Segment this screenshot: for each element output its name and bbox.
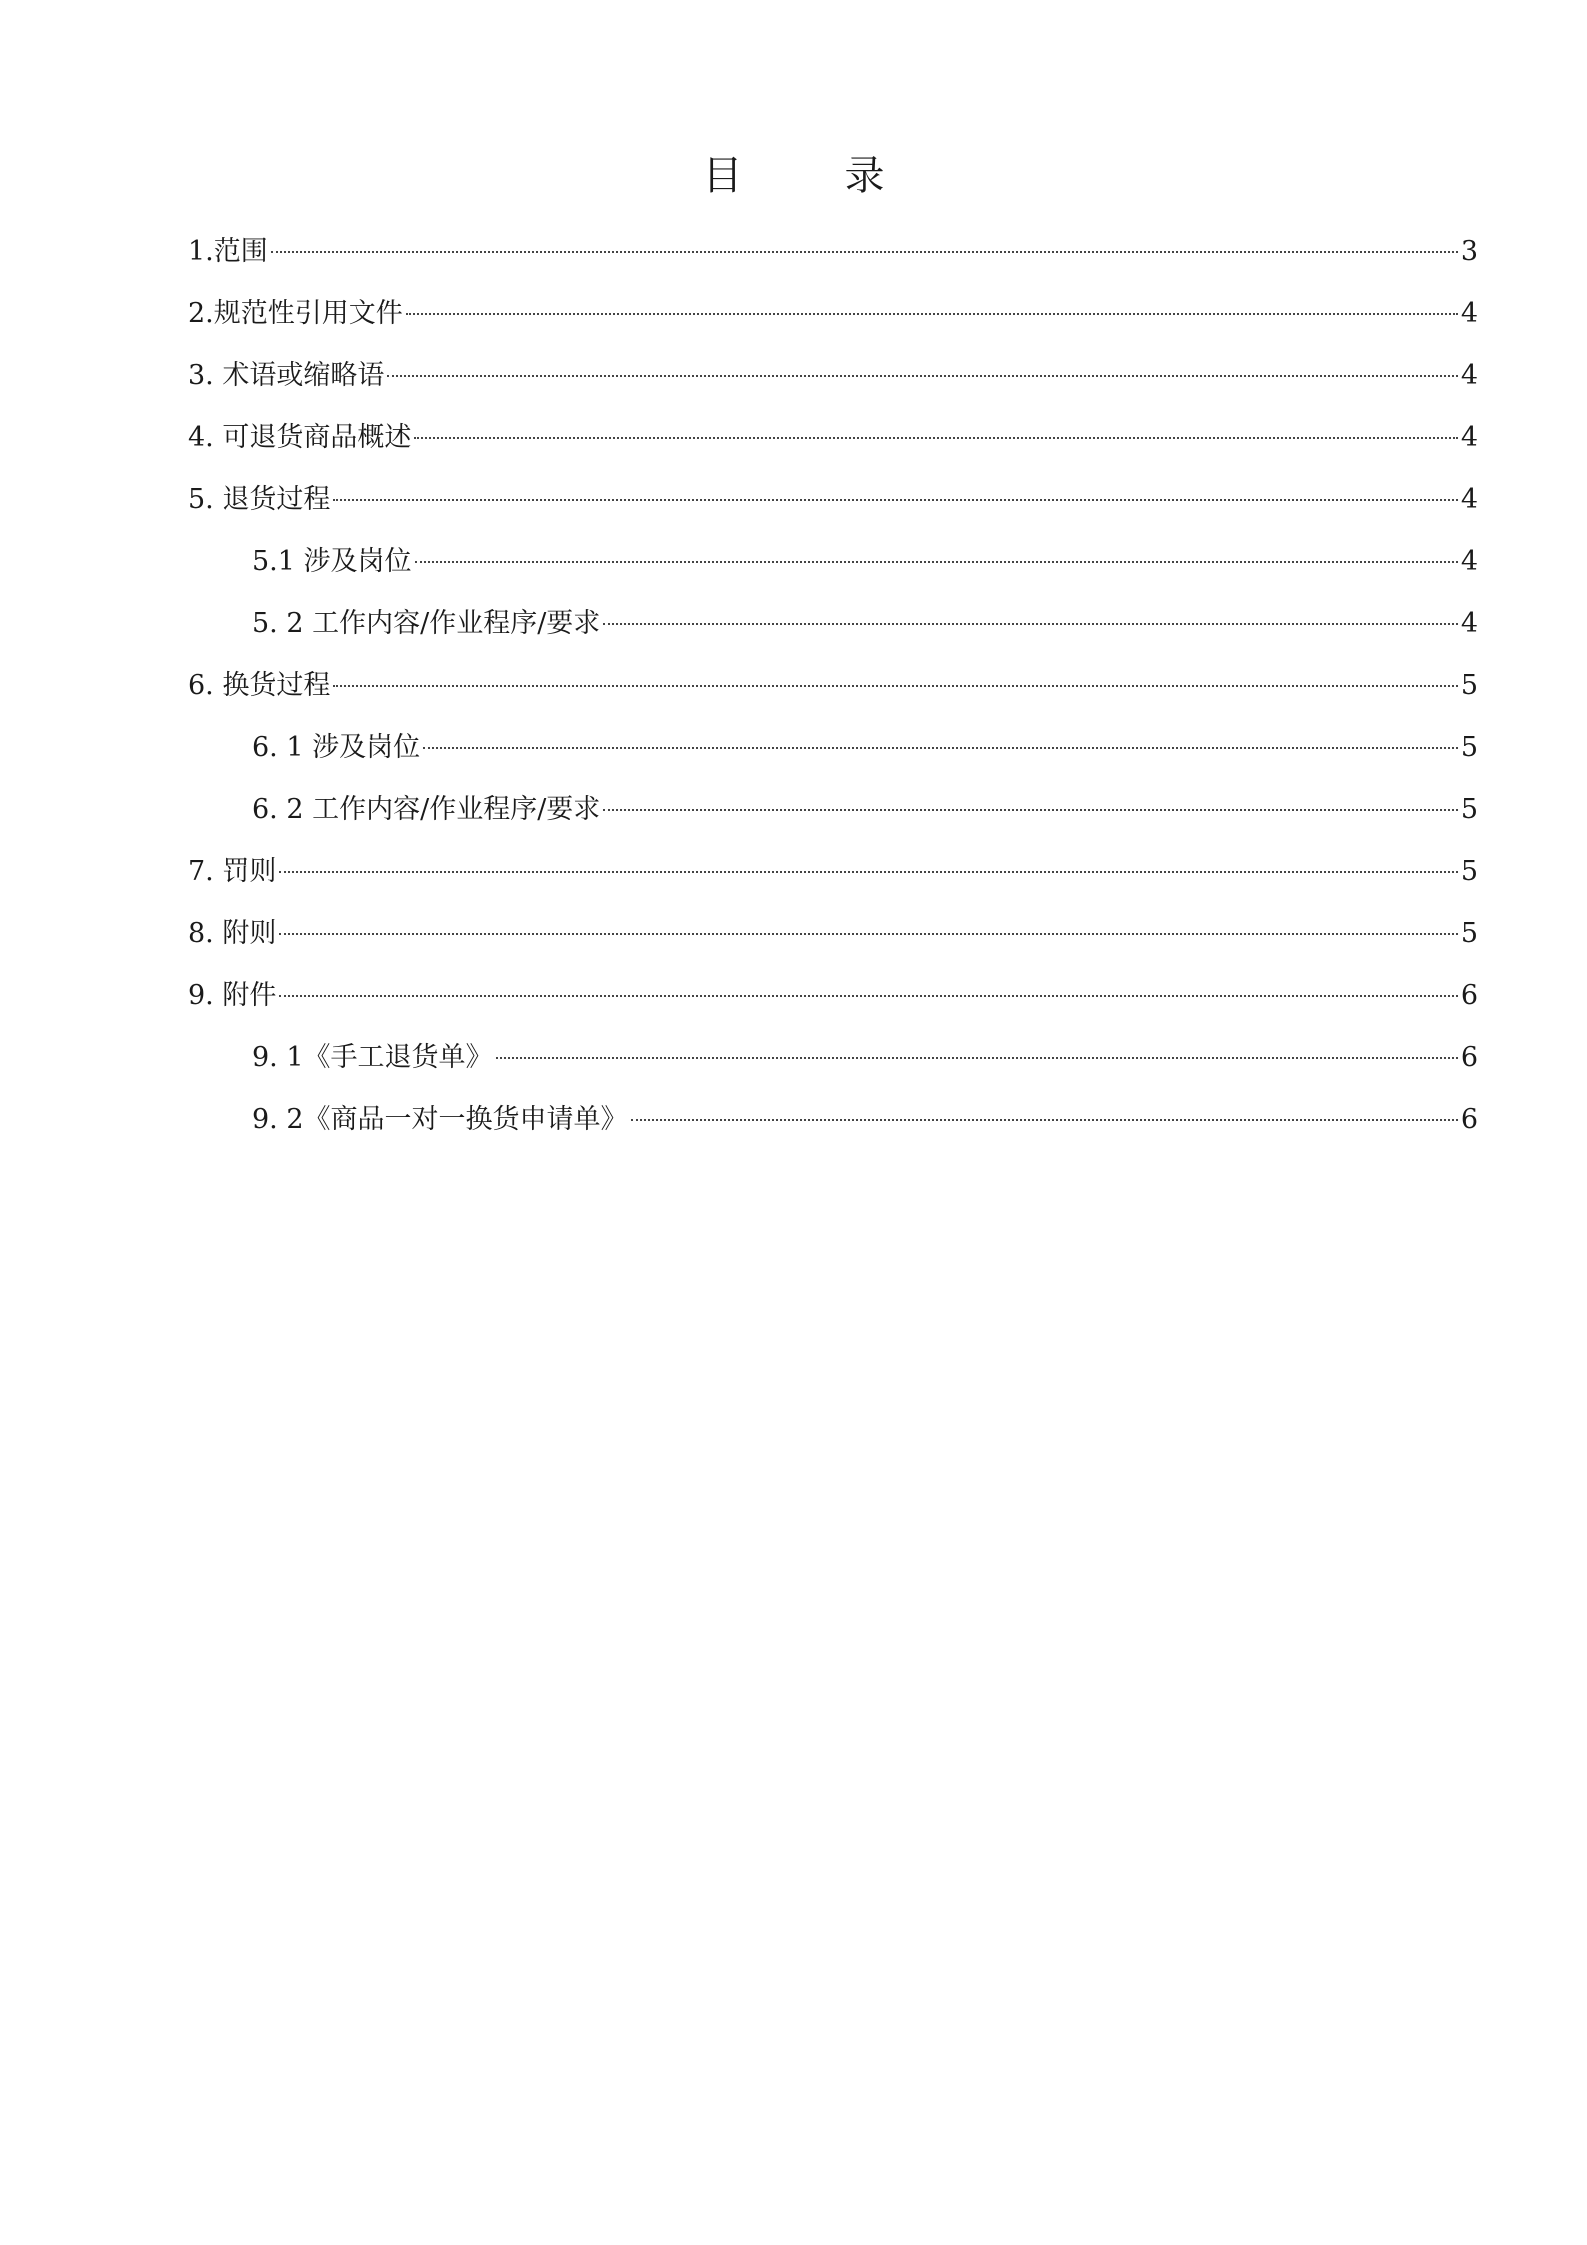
toc-entry[interactable] [188, 1036, 1478, 1098]
toc-entry[interactable] [188, 664, 1478, 726]
toc-entry-page-number: 4 [1460, 298, 1478, 329]
toc-entry-title: 3. 术语或缩略语 [188, 360, 385, 391]
toc-entry-page-number: 5 [1460, 856, 1478, 887]
toc-entry[interactable] [188, 230, 1478, 292]
toc-entry-title: 9. 1《手工退货单》 [252, 1042, 493, 1073]
toc-dot-leader [279, 995, 1457, 997]
toc-entry-title: 4. 可退货商品概述 [188, 422, 412, 453]
toc-entry[interactable] [188, 850, 1478, 912]
toc-entry-page-number: 4 [1460, 608, 1478, 639]
toc-entry[interactable] [188, 602, 1478, 664]
toc-dot-leader [415, 561, 1458, 563]
toc-entry-title: 9. 2《商品一对一换货申请单》 [252, 1104, 628, 1135]
toc-entry[interactable] [188, 788, 1478, 850]
toc-entry-title: 7. 罚则 [188, 856, 277, 887]
toc-dot-leader [414, 437, 1457, 439]
toc-dot-leader [271, 251, 1458, 253]
toc-entry-page-number: 6 [1460, 1104, 1478, 1135]
toc-entry-page-number: 5 [1460, 794, 1478, 825]
toc-entry[interactable] [188, 974, 1478, 1036]
toc-entry-page-number: 4 [1460, 360, 1478, 391]
toc-dot-leader [279, 871, 1457, 873]
toc-entry[interactable] [188, 416, 1478, 478]
toc-entry-page-number: 4 [1460, 484, 1478, 515]
toc-entry-title: 9. 附件 [188, 980, 277, 1011]
toc-dot-leader [603, 809, 1458, 811]
table-of-contents [188, 230, 1478, 1160]
toc-entry-title: 1.范围 [188, 236, 268, 267]
toc-entry-title: 5. 2 工作内容/作业程序/要求 [252, 608, 601, 639]
toc-title-part-2: 录 [844, 153, 885, 199]
toc-dot-leader [631, 1119, 1458, 1121]
toc-entry[interactable] [188, 478, 1478, 540]
toc-entry-page-number: 5 [1460, 918, 1478, 949]
toc-dot-leader [387, 375, 1457, 377]
toc-dot-leader [279, 933, 1457, 935]
toc-dot-leader [423, 747, 1458, 749]
toc-title [0, 148, 1587, 204]
toc-title-part-1: 目 [702, 153, 743, 199]
toc-entry-title: 6. 1 涉及岗位 [252, 732, 421, 763]
toc-entry-title: 6. 换货过程 [188, 670, 331, 701]
toc-entry-page-number: 6 [1460, 980, 1478, 1011]
toc-entry[interactable] [188, 726, 1478, 788]
toc-entry-page-number: 5 [1460, 670, 1478, 701]
toc-entry-title: 5. 退货过程 [188, 484, 331, 515]
toc-entry-title: 8. 附则 [188, 918, 277, 949]
toc-entry-title: 2.规范性引用文件 [188, 298, 403, 329]
toc-dot-leader [333, 685, 1457, 687]
toc-entry-title: 5.1 涉及岗位 [252, 546, 412, 577]
toc-dot-leader [603, 623, 1458, 625]
toc-entry-page-number: 5 [1460, 732, 1478, 763]
toc-entry-page-number: 3 [1460, 236, 1478, 267]
toc-dot-leader [406, 313, 1458, 315]
toc-entry[interactable] [188, 912, 1478, 974]
toc-entry-page-number: 6 [1460, 1042, 1478, 1073]
toc-entry[interactable] [188, 540, 1478, 602]
toc-entry-title: 6. 2 工作内容/作业程序/要求 [252, 794, 601, 825]
toc-entry-page-number: 4 [1460, 546, 1478, 577]
toc-dot-leader [333, 499, 1457, 501]
toc-entry[interactable] [188, 354, 1478, 416]
toc-entry[interactable] [188, 292, 1478, 354]
toc-entry[interactable] [188, 1098, 1478, 1160]
toc-dot-leader [496, 1057, 1458, 1059]
toc-entry-page-number: 4 [1460, 422, 1478, 453]
